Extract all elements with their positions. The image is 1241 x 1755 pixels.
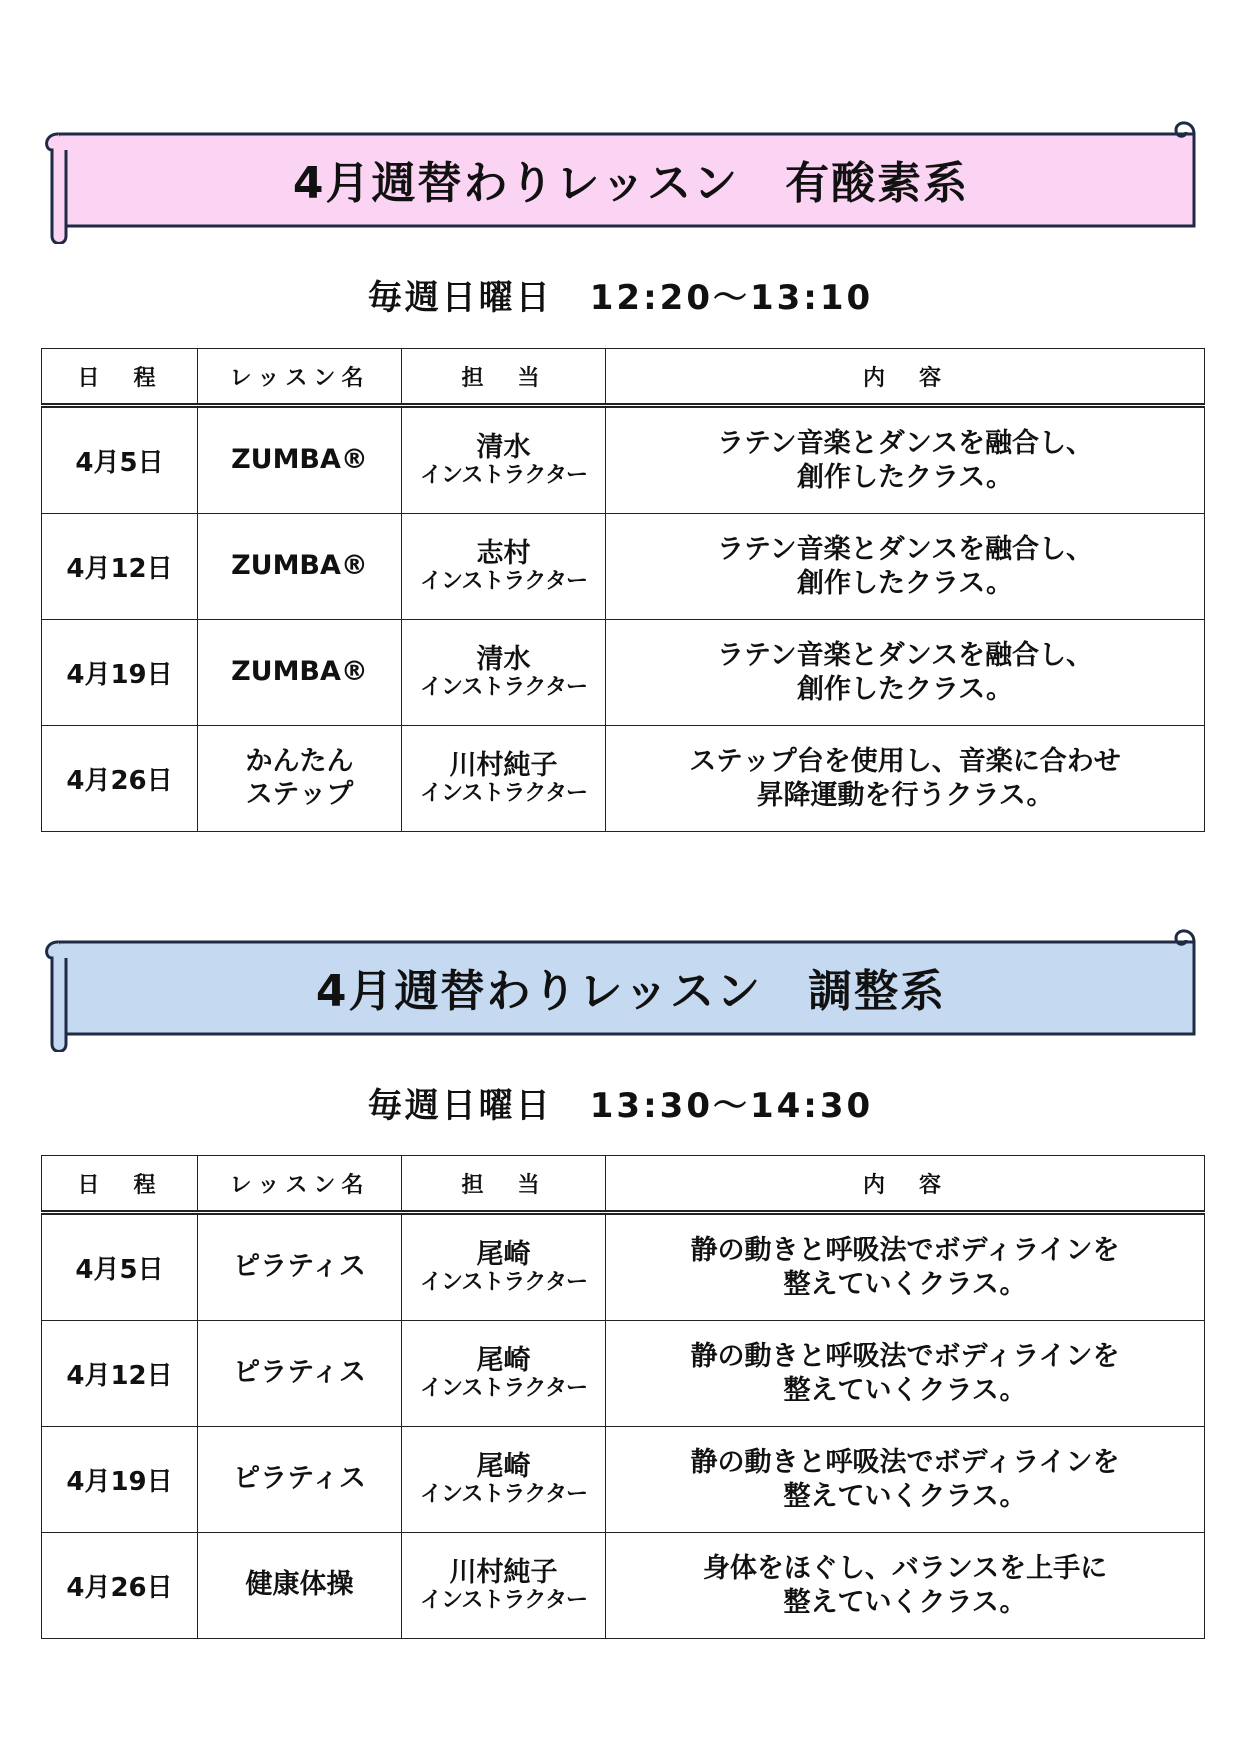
instructor-role: インストラクター (420, 781, 587, 807)
lesson-description (606, 1321, 1205, 1427)
instructor-name: 尾崎 (476, 1451, 531, 1483)
lesson-name: かんたん ステップ (198, 726, 402, 832)
description-line-1: 静の動きと呼吸法でボディラインを (690, 1234, 1120, 1266)
lesson-description (606, 1533, 1205, 1639)
instructor-name: 尾崎 (476, 1345, 531, 1377)
lesson-description (606, 514, 1205, 620)
lesson-description (606, 726, 1205, 832)
description-line-2: 創作したクラス。 (797, 461, 1013, 493)
lesson-name: ピラティス (198, 1427, 402, 1533)
title-banner (44, 928, 1206, 1052)
lesson-date: 4月26日 (42, 726, 198, 832)
instructor-role: インストラクター (420, 1270, 587, 1296)
lesson-name: ZUMBA® (198, 514, 402, 620)
header-instructor: 担 当 (402, 1156, 606, 1213)
lesson-date: 4月12日 (42, 1321, 198, 1427)
table-row (42, 514, 1205, 620)
lesson-instructor (402, 726, 606, 832)
lesson-instructor (402, 1213, 606, 1321)
header-instructor: 担 当 (402, 349, 606, 406)
instructor-role: インストラクター (420, 1376, 587, 1402)
table-row (42, 406, 1205, 514)
instructor-name: 清水 (476, 432, 531, 464)
description-line-1: ラテン音楽とダンスを融合し、 (716, 639, 1094, 671)
lesson-description (606, 620, 1205, 726)
header-content: 内 容 (606, 349, 1205, 406)
lesson-date: 4月5日 (42, 1213, 198, 1321)
instructor-name: 尾崎 (476, 1239, 531, 1271)
lesson-name: ピラティス (198, 1321, 402, 1427)
lesson-date: 4月19日 (42, 1427, 198, 1533)
table-row (42, 620, 1205, 726)
table-header-row (42, 349, 1205, 406)
lesson-date: 4月12日 (42, 514, 198, 620)
lesson-instructor (402, 1321, 606, 1427)
description-line-2: 整えていくクラス。 (783, 1374, 1027, 1406)
lesson-table (41, 1155, 1205, 1639)
header-date: 日 程 (42, 349, 198, 406)
lesson-instructor (402, 514, 606, 620)
table-row (42, 1427, 1205, 1533)
lesson-instructor (402, 406, 606, 514)
section-title: 4月週替わりレッスン 有酸素系 (292, 158, 970, 209)
lesson-table (41, 348, 1205, 832)
instructor-role: インストラクター (420, 463, 587, 489)
banner-fill-2b (47, 942, 66, 1052)
description-line-2: 整えていくクラス。 (783, 1268, 1027, 1300)
lesson-description (606, 1427, 1205, 1533)
description-line-2: 創作したクラス。 (797, 673, 1013, 705)
lesson-name: ピラティス (198, 1213, 402, 1321)
lesson-instructor (402, 1533, 606, 1639)
header-lesson: レッスン名 (198, 349, 402, 406)
instructor-name: 川村純子 (449, 750, 558, 782)
description-line-2: 整えていくクラス。 (783, 1586, 1027, 1618)
section-title: 4月週替わりレッスン 調整系 (315, 966, 947, 1017)
description-line-1: 静の動きと呼吸法でボディラインを (690, 1446, 1120, 1478)
description-line-1: ラテン音楽とダンスを融合し、 (716, 427, 1094, 459)
table-row (42, 1321, 1205, 1427)
banner-fill-1b (47, 134, 66, 244)
instructor-role: インストラクター (420, 675, 587, 701)
description-line-2: 昇降運動を行うクラス。 (756, 779, 1054, 811)
instructor-role: インストラクター (420, 1482, 587, 1508)
description-line-1: 身体をほぐし、バランスを上手に (702, 1552, 1108, 1584)
description-line-2: 創作したクラス。 (797, 567, 1013, 599)
lesson-name: 健康体操 (198, 1533, 402, 1639)
lesson-date: 4月5日 (42, 406, 198, 514)
lesson-description (606, 1213, 1205, 1321)
schedule-text: 毎週日曜日 12:20〜13:10 (367, 278, 874, 318)
title-banner (44, 120, 1206, 244)
instructor-name: 志村 (476, 538, 531, 570)
instructor-name: 川村純子 (449, 1557, 558, 1589)
instructor-name: 清水 (476, 644, 531, 676)
instructor-role: インストラクター (420, 569, 587, 595)
instructor-role: インストラクター (420, 1588, 587, 1614)
header-date: 日 程 (42, 1156, 198, 1213)
description-line-1: ステップ台を使用し、音楽に合わせ (689, 745, 1121, 777)
lesson-instructor (402, 1427, 606, 1533)
header-content: 内 容 (606, 1156, 1205, 1213)
lesson-name: ZUMBA® (198, 406, 402, 514)
lesson-date: 4月19日 (42, 620, 198, 726)
header-lesson: レッスン名 (198, 1156, 402, 1213)
description-line-1: 静の動きと呼吸法でボディラインを (690, 1340, 1120, 1372)
lesson-name: ZUMBA® (198, 620, 402, 726)
schedule-text: 毎週日曜日 13:30〜14:30 (367, 1086, 874, 1126)
description-line-2: 整えていくクラス。 (783, 1480, 1027, 1512)
table-header-row (42, 1156, 1205, 1213)
description-line-1: ラテン音楽とダンスを融合し、 (716, 533, 1094, 565)
table-row (42, 1533, 1205, 1639)
lesson-description (606, 406, 1205, 514)
lesson-instructor (402, 620, 606, 726)
table-row (42, 1213, 1205, 1321)
lesson-date: 4月26日 (42, 1533, 198, 1639)
table-row (42, 726, 1205, 832)
